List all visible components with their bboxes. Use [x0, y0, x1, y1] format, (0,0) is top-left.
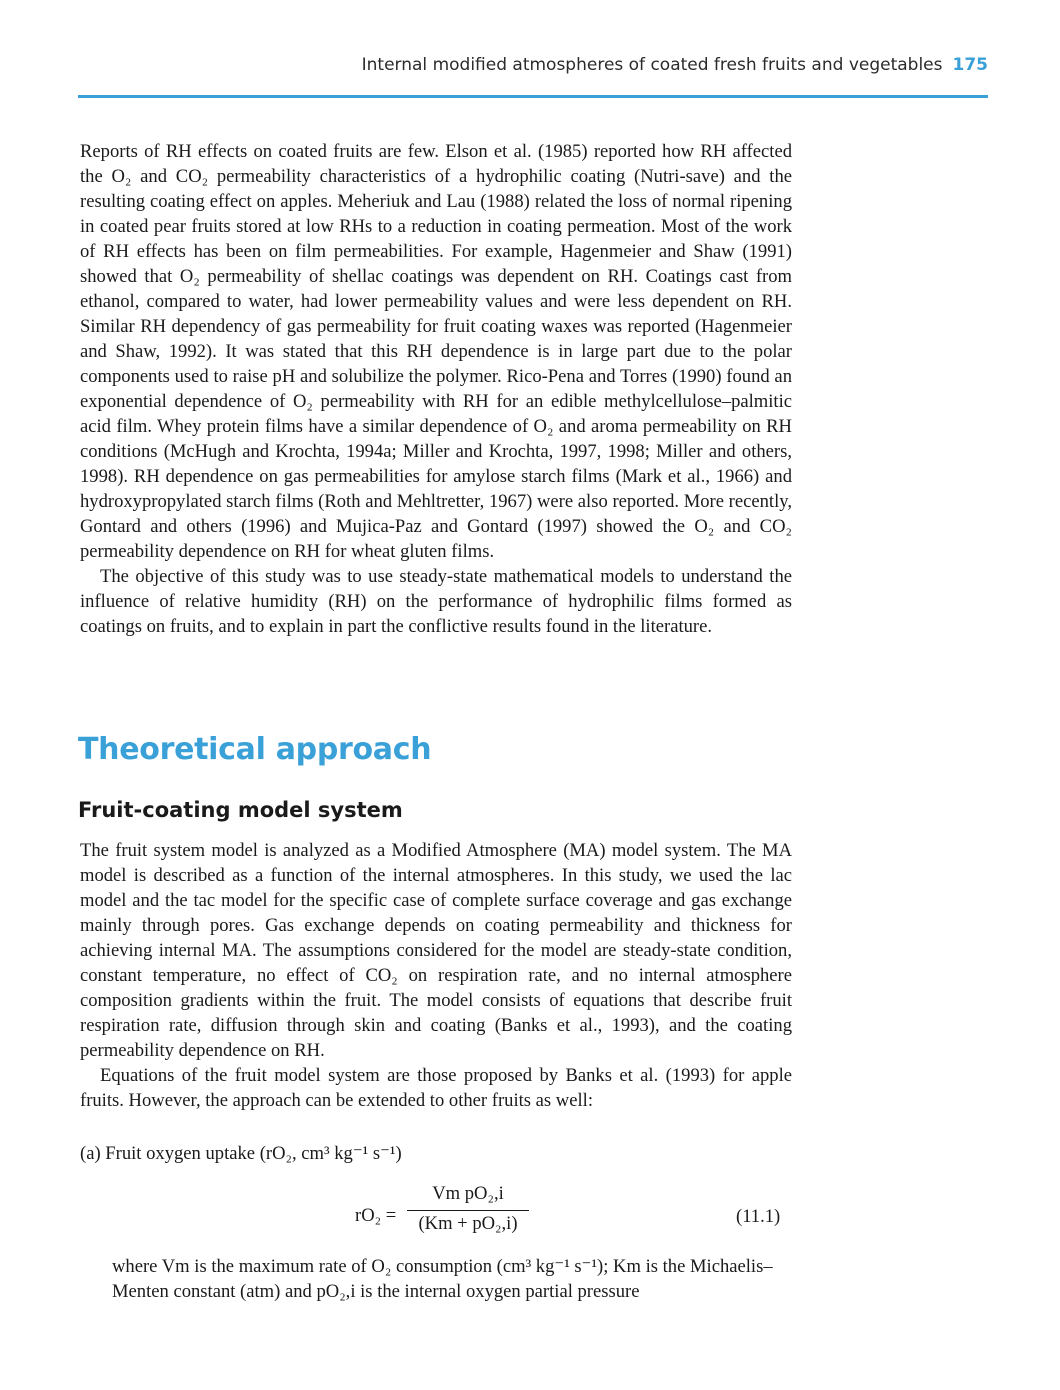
equation-fraction	[407, 1183, 529, 1237]
section-text	[80, 838, 792, 1113]
running-header	[362, 55, 988, 75]
section-paragraph-2: Equations of the fruit model system are those proposed by Banks et al. (1993) for apple fruits. However, the approach can be extended to other fruits as well:	[80, 1065, 792, 1111]
section-paragraph-1: The fruit system model is analyzed as a Modified Atmosphere (MA) model system. The MA model is described as a function of the internal atmospheres. In this study, we used the lac model and the tac model for the specific case of complete surface coverage and gas exchange mainly through pores. Gas exchange depends on coating permeability and thickness for achieving internal MA. The assumptions considered for the model are steady-state condition, constant temperature, no effect of CO₂ on respiration rate, and no internal atmosphere composition gradients within the fruit. The model consists of equations that describe fruit respiration rate, diffusion through skin and coating (Banks et al., 1993), and the coating permeability dependence on RH.	[80, 840, 792, 1061]
fraction-bar	[407, 1210, 529, 1211]
section-heading: Theoretical approach	[78, 732, 432, 767]
intro-text	[80, 139, 792, 639]
page-number: 175	[952, 55, 988, 75]
equation-intro: (a) Fruit oxygen uptake (rO₂, cm³ kg⁻¹ s⁻¹)	[80, 1143, 402, 1164]
intro-paragraph-2: The objective of this study was to use steady-state mathematical models to understand the influence of relative humidity (RH) on the performance of hydrophilic films formed as coatings on fruits, and to explain in part the conflictive results found in the literature.	[80, 566, 792, 637]
intro-paragraph-1: Reports of RH effects on coated fruits are few. Elson et al. (1985) reported how RH affected the O₂ and CO₂ permeability characteristics of a hydrophilic coating (Nutri-save) and the resulting coating effect on apples. Meheriuk and Lau (1988) related the loss of normal ripening in coated pear fruits stored at low RHs to a reduction in coating permeation. Most of the work of RH effects has been on film permeabilities. For example, Hagenmeier and Shaw (1991) showed that O₂ permeability of shellac coatings was dependent on RH. Coatings cast from ethanol, compared to water, had lower permeability values and were less dependent on RH. Similar RH dependency of gas permeability for fruit coating waxes was reported (Hagenmeier and Shaw, 1992). It was stated that this RH dependence is in large part due to the polar components used to raise pH and solubilize the polymer. Rico-Pena and Torres (1990) found an exponential dependence of O₂ permeability with RH for an edible methylcellulose–palmitic acid film. Whey protein films have a similar dependence of O₂ and aroma permeability on RH conditions (McHugh and Krochta, 1994a; Miller and Krochta, 1997, 1998; Miller and others, 1998). RH dependence on gas permeabilities for amylose starch films (Mark et al., 1966) and hydroxypropylated starch films (Roth and Mehltretter, 1967) were also reported. More recently, Gontard and others (1996) and Mujica-Paz and Gontard (1997) showed the O₂ and CO₂ permeability dependence on RH for wheat gluten films.	[80, 141, 792, 562]
header-rule	[78, 95, 988, 98]
equation-number: (11.1)	[736, 1206, 781, 1227]
equation-denominator: (Km + pO₂,i)	[418, 1213, 518, 1234]
after-equation-text: where Vm is the maximum rate of O₂ consumption (cm³ kg⁻¹ s⁻¹); Km is the Michaelis–Menten constant (atm) and pO₂,i is the internal oxygen partial pressure	[112, 1256, 773, 1302]
running-title: Internal modified atmospheres of coated fresh fruits and vegetables	[361, 55, 943, 75]
subsection-heading: Fruit-coating model system	[78, 798, 403, 822]
equation-lhs: rO₂ =	[355, 1205, 397, 1226]
equation-numerator: Vm pO₂,i	[432, 1183, 504, 1204]
